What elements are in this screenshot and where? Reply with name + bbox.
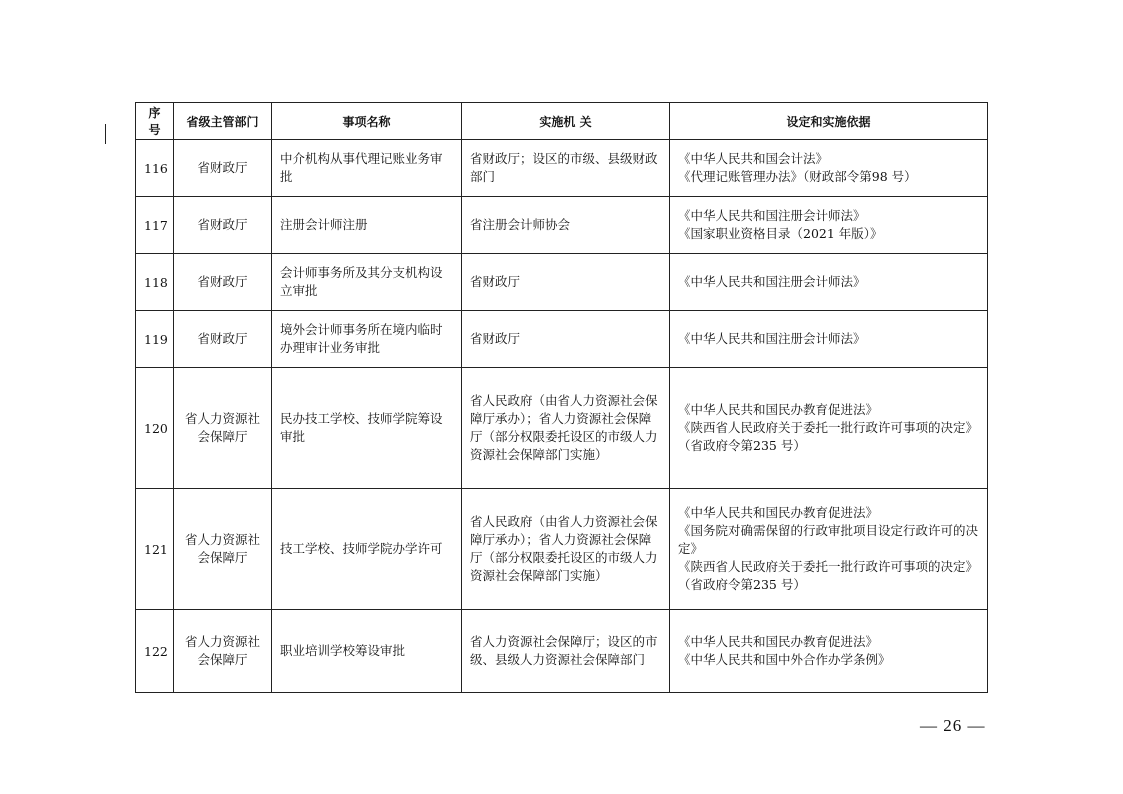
row-agency: 省人民政府（由省人力资源社会保障厅承办）；省人力资源社会保障厅（部分权限委托设区的市级人力资源社会保障部门实施） (462, 489, 670, 610)
basis-line: 《陕西省人民政府关于委托一批行政许可事项的决定》（省政府令第235 号） (678, 420, 979, 453)
row-no: 122 (136, 610, 174, 693)
row-no: 120 (136, 368, 174, 489)
row-basis (670, 311, 988, 368)
page-number: — 26 — (920, 716, 986, 735)
row-dept: 省财政厅 (174, 197, 272, 254)
row-no: 118 (136, 254, 174, 311)
row-no: 117 (136, 197, 174, 254)
approval-items-table (135, 102, 988, 693)
row-item-name: 注册会计师注册 (272, 197, 462, 254)
row-no: 121 (136, 489, 174, 610)
table-row (136, 197, 988, 254)
table-row (136, 368, 988, 489)
row-item-name: 中介机构从事代理记账业务审批 (272, 140, 462, 197)
row-dept: 省人力资源社会保障厅 (174, 489, 272, 610)
basis-line: 《国家职业资格目录（2021 年版）》 (678, 226, 883, 241)
row-dept: 省财政厅 (174, 311, 272, 368)
row-dept: 省财政厅 (174, 140, 272, 197)
row-agency: 省财政厅；设区的市级、县级财政部门 (462, 140, 670, 197)
basis-line: 《中华人民共和国民办教育促进法》 (678, 402, 879, 417)
basis-line: 《中华人民共和国民办教育促进法》 (678, 505, 879, 520)
row-dept: 省人力资源社会保障厅 (174, 368, 272, 489)
row-basis (670, 489, 988, 610)
margin-mark (105, 124, 106, 144)
table-row (136, 254, 988, 311)
header-no: 序号 (136, 103, 174, 140)
row-basis (670, 610, 988, 693)
basis-line: 《中华人民共和国注册会计师法》 (678, 331, 866, 346)
row-agency: 省注册会计师协会 (462, 197, 670, 254)
row-basis (670, 197, 988, 254)
table-row (136, 610, 988, 693)
row-basis (670, 254, 988, 311)
row-agency: 省人力资源社会保障厅；设区的市级、县级人力资源社会保障部门 (462, 610, 670, 693)
row-agency: 省财政厅 (462, 254, 670, 311)
header-dept: 省级主管部门 (174, 103, 272, 140)
header-item-name: 事项名称 (272, 103, 462, 140)
row-basis (670, 368, 988, 489)
header-agency: 实施机 关 (462, 103, 670, 140)
header-basis: 设定和实施依据 (670, 103, 988, 140)
basis-line: 《中华人民共和国民办教育促进法》 (678, 634, 879, 649)
table-row (136, 489, 988, 610)
table-header-row (136, 103, 988, 140)
row-basis (670, 140, 988, 197)
row-no: 119 (136, 311, 174, 368)
table-row (136, 140, 988, 197)
row-item-name: 境外会计师事务所在境内临时办理审计业务审批 (272, 311, 462, 368)
row-dept: 省人力资源社会保障厅 (174, 610, 272, 693)
basis-line: 《中华人民共和国中外合作办学条例》 (678, 652, 891, 667)
table-row (136, 311, 988, 368)
row-item-name: 技工学校、技师学院办学许可 (272, 489, 462, 610)
basis-line: 《陕西省人民政府关于委托一批行政许可事项的决定》（省政府令第235 号） (678, 559, 979, 592)
basis-line: 《中华人民共和国会计法》 (678, 151, 829, 166)
basis-line: 《中华人民共和国注册会计师法》 (678, 274, 866, 289)
row-dept: 省财政厅 (174, 254, 272, 311)
basis-line: 《代理记账管理办法》（财政部令第98 号） (678, 169, 917, 184)
row-no: 116 (136, 140, 174, 197)
row-item-name: 职业培训学校筹设审批 (272, 610, 462, 693)
row-agency: 省人民政府（由省人力资源社会保障厅承办）；省人力资源社会保障厅（部分权限委托设区的市级人力资源社会保障部门实施） (462, 368, 670, 489)
basis-line: 《国务院对确需保留的行政审批项目设定行政许可的决定》 (678, 523, 979, 556)
basis-line: 《中华人民共和国注册会计师法》 (678, 208, 866, 223)
row-item-name: 会计师事务所及其分支机构设立审批 (272, 254, 462, 311)
row-item-name: 民办技工学校、技师学院筹设审批 (272, 368, 462, 489)
row-agency: 省财政厅 (462, 311, 670, 368)
